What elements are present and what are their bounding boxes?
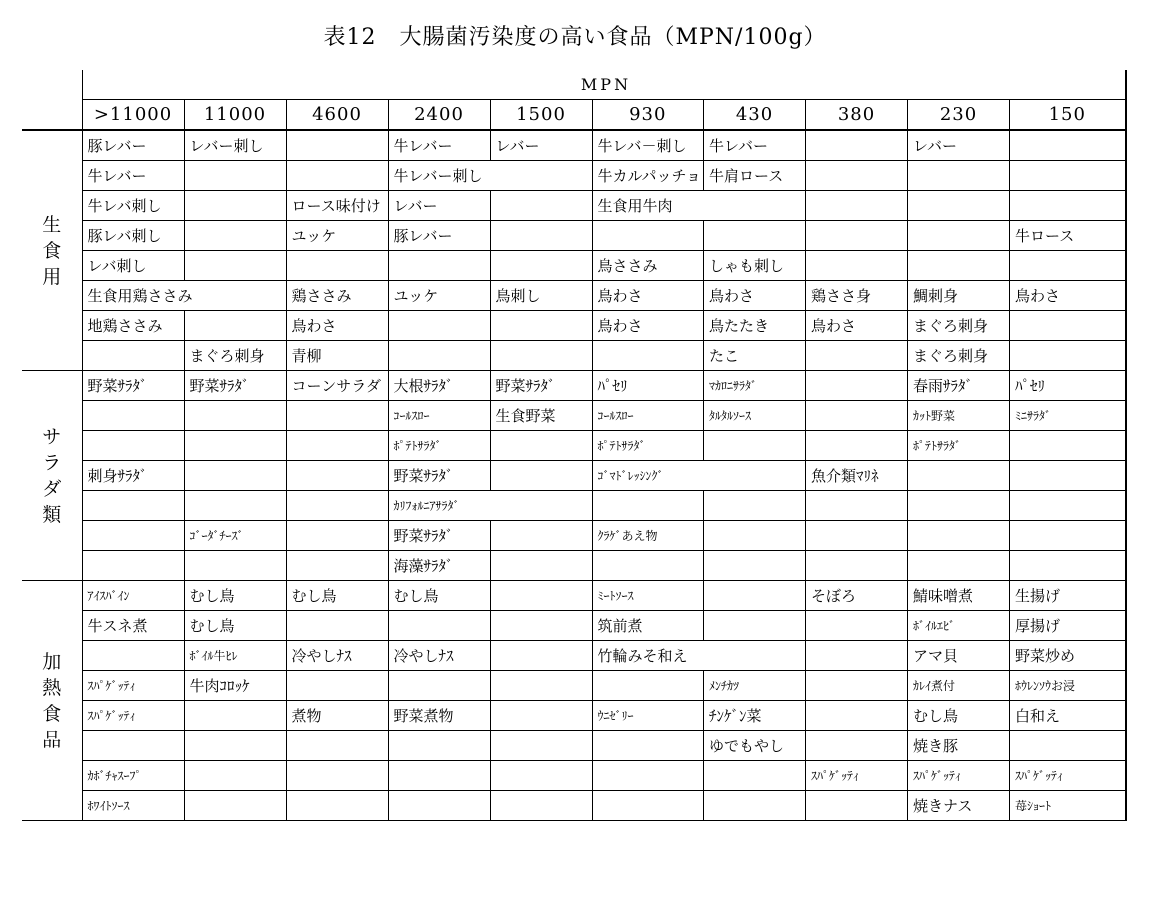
table-cell <box>286 521 388 551</box>
table-cell <box>806 611 908 641</box>
column-header-row <box>22 100 1126 131</box>
table-cell: ｳﾆｾﾞﾘｰ <box>592 701 704 731</box>
table-cell: コーンサラダ <box>286 371 388 401</box>
table-row <box>22 281 1126 311</box>
table-cell: ｶｯﾄ野菜 <box>908 401 1010 431</box>
table-cell: ﾊﾟｾﾘ <box>592 371 704 401</box>
table-cell <box>490 551 592 581</box>
table-row <box>22 311 1126 341</box>
table-cell: 焼き豚 <box>908 731 1010 761</box>
table-cell: 牛レバー <box>704 130 806 161</box>
table-cell: 鳥わさ <box>592 281 704 311</box>
table-cell: ﾎﾟﾃﾄｻﾗﾀﾞ <box>908 431 1010 461</box>
table-cell: 生食野菜 <box>490 401 592 431</box>
table-cell: ﾎﾞｲﾙ牛ﾋﾚ <box>184 641 286 671</box>
table-cell: 鳥わさ <box>806 311 908 341</box>
table-cell <box>1010 130 1126 161</box>
table-cell <box>806 191 908 221</box>
table-row <box>22 551 1126 581</box>
table-cell <box>1010 341 1126 371</box>
table-cell: ｶﾘﾌｫﾙﾆｱｻﾗﾀﾞ <box>388 491 592 521</box>
table-cell: 豚レバー <box>388 221 490 251</box>
table-cell <box>82 731 184 761</box>
table-row <box>22 731 1126 761</box>
table-cell <box>806 401 908 431</box>
table-cell <box>908 251 1010 281</box>
table-cell: ﾐｰﾄｿｰｽ <box>592 581 704 611</box>
table-cell <box>184 761 286 791</box>
table-cell <box>82 521 184 551</box>
table-row <box>22 431 1126 461</box>
table-cell <box>704 521 806 551</box>
table-cell <box>704 611 806 641</box>
table-cell: 煮物 <box>286 701 388 731</box>
table-row <box>22 701 1126 731</box>
table-cell: ﾊﾟｾﾘ <box>1010 371 1126 401</box>
table-cell: ｽﾊﾟｹﾞｯﾃｨ <box>908 761 1010 791</box>
table-cell <box>806 161 908 191</box>
table-cell: ｶﾎﾞﾁｬｽｰﾌﾟ <box>82 761 184 791</box>
table-cell: そぼろ <box>806 581 908 611</box>
table-row <box>22 341 1126 371</box>
table-row <box>22 191 1126 221</box>
table-cell: ﾎﾟﾃﾄｻﾗﾀﾞ <box>592 431 704 461</box>
table-cell: 牛レバー刺し <box>388 161 592 191</box>
table-cell <box>286 491 388 521</box>
table-cell <box>184 161 286 191</box>
table-cell: 鳥ささみ <box>592 251 704 281</box>
table-cell <box>184 221 286 251</box>
table-cell: 焼きナス <box>908 791 1010 821</box>
table-cell <box>806 221 908 251</box>
table-cell <box>806 130 908 161</box>
table-cell: 豚レバ刺し <box>82 221 184 251</box>
table-cell <box>908 221 1010 251</box>
table-cell <box>490 701 592 731</box>
category-salad: サ ラ ダ 類 <box>22 371 82 581</box>
table-cell <box>1010 251 1126 281</box>
column-header: 4600 <box>286 100 388 131</box>
table-cell: ｺﾞﾏﾄﾞﾚｯｼﾝｸﾞ <box>592 461 806 491</box>
table-cell <box>388 251 490 281</box>
table-cell <box>1010 491 1126 521</box>
table-cell <box>490 461 592 491</box>
table-row <box>22 581 1126 611</box>
table-cell: 春雨ｻﾗﾀﾞ <box>908 371 1010 401</box>
table-cell <box>184 431 286 461</box>
table-row <box>22 641 1126 671</box>
table-cell: レバー <box>388 191 490 221</box>
table-cell <box>490 761 592 791</box>
table-cell <box>806 551 908 581</box>
table-row <box>22 401 1126 431</box>
table-row <box>22 761 1126 791</box>
table-cell <box>806 251 908 281</box>
table-cell: 刺身ｻﾗﾀﾞ <box>82 461 184 491</box>
table-cell: レバー <box>908 130 1010 161</box>
table-cell <box>704 581 806 611</box>
table-row <box>22 461 1126 491</box>
table-cell <box>490 731 592 761</box>
table-cell: 鶏ささみ <box>286 281 388 311</box>
table-cell: ｽﾊﾟｹﾞｯﾃｨ <box>806 761 908 791</box>
table-cell <box>82 431 184 461</box>
table-cell <box>490 581 592 611</box>
table-cell <box>490 311 592 341</box>
table-cell <box>184 491 286 521</box>
table-cell <box>1010 161 1126 191</box>
table-cell: 野菜ｻﾗﾀﾞ <box>490 371 592 401</box>
table-cell <box>806 791 908 821</box>
table-title: 表12 大腸菌汚染度の高い食品（MPN/100g） <box>323 25 827 50</box>
table-cell: むし鳥 <box>908 701 1010 731</box>
table-cell <box>1010 521 1126 551</box>
table-cell: 野菜ｻﾗﾀﾞ <box>388 521 490 551</box>
table-cell: 鳥刺し <box>490 281 592 311</box>
table-cell <box>490 641 592 671</box>
table-cell <box>592 491 704 521</box>
column-header: 11000 <box>184 100 286 131</box>
table-cell <box>908 461 1010 491</box>
table-cell <box>806 671 908 701</box>
table-cell: 筑前煮 <box>592 611 704 641</box>
column-header: 150 <box>1010 100 1126 131</box>
table-cell: 青柳 <box>286 341 388 371</box>
table-cell: 魚介類ﾏﾘﾈ <box>806 461 908 491</box>
table-cell <box>286 461 388 491</box>
table-cell: ｱｲｽﾊﾞｲﾝ <box>82 581 184 611</box>
table-cell <box>1010 191 1126 221</box>
table-cell <box>286 161 388 191</box>
table-cell: 大根ｻﾗﾀﾞ <box>388 371 490 401</box>
table-cell <box>1010 551 1126 581</box>
table-row <box>22 671 1126 701</box>
table-cell: 白和え <box>1010 701 1126 731</box>
table-cell <box>286 401 388 431</box>
column-header: 380 <box>806 100 908 131</box>
table-cell: ﾎﾞｲﾙｴﾋﾞ <box>908 611 1010 641</box>
table-row <box>22 491 1126 521</box>
table-cell <box>82 401 184 431</box>
table-row <box>22 371 1126 401</box>
table-cell: 生揚げ <box>1010 581 1126 611</box>
table-cell: まぐろ刺身 <box>908 341 1010 371</box>
table-row <box>22 221 1126 251</box>
table-cell: ユッケ <box>286 221 388 251</box>
table-cell: 冷やしﾅｽ <box>286 641 388 671</box>
table-row <box>22 521 1126 551</box>
table-row <box>22 611 1126 641</box>
table-cell: 苺ｼｮｰﾄ <box>1010 791 1126 821</box>
table-cell: 鯖味噌煮 <box>908 581 1010 611</box>
table-cell <box>592 221 704 251</box>
table-cell: ｺｰﾙｽﾛｰ <box>388 401 490 431</box>
table-cell: ロース味付け <box>286 191 388 221</box>
table-cell: 鳥わさ <box>286 311 388 341</box>
table-cell: まぐろ刺身 <box>184 341 286 371</box>
table-cell <box>806 641 908 671</box>
table-cell <box>704 551 806 581</box>
table-cell <box>184 791 286 821</box>
table-cell <box>184 401 286 431</box>
contamination-table <box>22 70 1127 821</box>
table-cell: 鯛刺身 <box>908 281 1010 311</box>
table-cell <box>806 431 908 461</box>
table-cell <box>806 371 908 401</box>
column-header: 2400 <box>388 100 490 131</box>
table-cell <box>490 341 592 371</box>
table-cell: 牛肩ロース <box>704 161 806 191</box>
table-cell <box>286 791 388 821</box>
table-cell <box>704 221 806 251</box>
table-cell: 野菜煮物 <box>388 701 490 731</box>
table-cell: アマ貝 <box>908 641 1010 671</box>
table-cell <box>592 341 704 371</box>
table-cell: 野菜ｻﾗﾀﾞ <box>82 371 184 401</box>
table-row <box>22 161 1126 191</box>
table-cell: ｺｰﾙｽﾛｰ <box>592 401 704 431</box>
column-header: 230 <box>908 100 1010 131</box>
table-cell <box>286 671 388 701</box>
table-cell: ﾎﾜｲﾄｿｰｽ <box>82 791 184 821</box>
table-cell: 生食用牛肉 <box>592 191 806 221</box>
table-cell <box>490 521 592 551</box>
table-cell: ﾐﾆｻﾗﾀﾞ <box>1010 401 1126 431</box>
table-cell: しゃも刺し <box>704 251 806 281</box>
table-cell: 厚揚げ <box>1010 611 1126 641</box>
column-header: 1500 <box>490 100 592 131</box>
table-cell <box>908 161 1010 191</box>
table-cell <box>184 731 286 761</box>
table-cell: ｽﾊﾟｹﾞｯﾃｨ <box>82 671 184 701</box>
table-cell <box>286 251 388 281</box>
table-cell <box>592 551 704 581</box>
table-cell <box>490 221 592 251</box>
table-cell: ｸﾗｹﾞあえ物 <box>592 521 704 551</box>
table-cell: ｶﾚｲ煮付 <box>908 671 1010 701</box>
table-cell: レバ刺し <box>82 251 184 281</box>
table-cell: 野菜炒め <box>1010 641 1126 671</box>
table-cell: ﾒﾝﾁｶﾂ <box>704 671 806 701</box>
table-cell <box>490 191 592 221</box>
table-cell: 豚レバー <box>82 130 184 161</box>
table-cell: レバー刺し <box>184 130 286 161</box>
table-row <box>22 251 1126 281</box>
table-cell <box>592 731 704 761</box>
table-cell: 野菜ｻﾗﾀﾞ <box>388 461 490 491</box>
corner-blank-2 <box>22 100 82 131</box>
table-cell <box>286 611 388 641</box>
table-cell: ユッケ <box>388 281 490 311</box>
table-cell: まぐろ刺身 <box>908 311 1010 341</box>
table-cell <box>704 761 806 791</box>
table-cell: ゆでもやし <box>704 731 806 761</box>
table-cell <box>1010 731 1126 761</box>
table-cell <box>388 761 490 791</box>
table-cell <box>388 311 490 341</box>
table-cell: 牛スネ煮 <box>82 611 184 641</box>
column-header: >11000 <box>82 100 184 131</box>
table-cell <box>184 311 286 341</box>
table-cell <box>704 791 806 821</box>
table-cell <box>286 431 388 461</box>
table-cell <box>806 521 908 551</box>
table-cell: 牛ロース <box>1010 221 1126 251</box>
table-cell <box>184 251 286 281</box>
table-cell: むし鳥 <box>286 581 388 611</box>
table-cell <box>1010 311 1126 341</box>
table-cell <box>82 341 184 371</box>
table-cell: ﾎﾟﾃﾄｻﾗﾀﾞ <box>388 431 490 461</box>
table-cell <box>388 611 490 641</box>
table-cell <box>82 551 184 581</box>
table-cell: 鶏ささ身 <box>806 281 908 311</box>
table-cell: 生食用鶏ささみ <box>82 281 286 311</box>
table-cell <box>490 791 592 821</box>
table-cell <box>908 521 1010 551</box>
table-cell <box>908 551 1010 581</box>
table-cell <box>82 641 184 671</box>
table-cell: ｺﾞｰﾀﾞﾁｰｽﾞ <box>184 521 286 551</box>
table-cell: ﾏｶﾛﾆｻﾗﾀﾞ <box>704 371 806 401</box>
table-cell <box>592 761 704 791</box>
table-cell: 鳥たたき <box>704 311 806 341</box>
table-cell: 牛カルパッチョ <box>592 161 704 191</box>
table-cell: 冷やしﾅｽ <box>388 641 490 671</box>
table-cell: ﾎｳﾚﾝｿｳお浸 <box>1010 671 1126 701</box>
table-cell <box>704 491 806 521</box>
table-cell <box>388 671 490 701</box>
table-cell: ｽﾊﾟｹﾞｯﾃｨ <box>82 701 184 731</box>
table-cell: 鳥わさ <box>1010 281 1126 311</box>
table-cell <box>286 130 388 161</box>
table-cell <box>184 461 286 491</box>
table-cell <box>490 431 592 461</box>
table-cell <box>806 731 908 761</box>
table-cell: むし鳥 <box>184 611 286 641</box>
table-cell <box>184 551 286 581</box>
table-cell <box>592 671 704 701</box>
table-cell <box>490 671 592 701</box>
table-cell: 牛レバ刺し <box>82 191 184 221</box>
table-cell: 地鶏ささみ <box>82 311 184 341</box>
table-cell: 牛レバー <box>82 161 184 191</box>
table-cell <box>806 341 908 371</box>
table-cell <box>1010 431 1126 461</box>
table-cell <box>184 701 286 731</box>
table-cell <box>490 251 592 281</box>
table-cell <box>490 611 592 641</box>
table-cell: ｽﾊﾟｹﾞｯﾃｨ <box>1010 761 1126 791</box>
table-cell <box>286 731 388 761</box>
table-cell: むし鳥 <box>184 581 286 611</box>
column-header: 930 <box>592 100 704 131</box>
table-cell <box>592 791 704 821</box>
mpn-header: MPN <box>82 70 1126 100</box>
table-cell <box>184 191 286 221</box>
table-cell <box>286 551 388 581</box>
table-cell: 鳥わさ <box>704 281 806 311</box>
table-cell <box>908 191 1010 221</box>
category-cooked: 加 熱 食 品 <box>22 581 82 821</box>
table-cell <box>806 701 908 731</box>
table-cell: 鳥わさ <box>592 311 704 341</box>
table-cell: 牛肉ｺﾛｯｹ <box>184 671 286 701</box>
table-cell <box>806 491 908 521</box>
table-cell <box>908 491 1010 521</box>
table-cell: ﾀﾙﾀﾙｿｰｽ <box>704 401 806 431</box>
table-cell: ﾁﾝｹﾞﾝ菜 <box>704 701 806 731</box>
table-cell <box>286 761 388 791</box>
table-cell: 野菜ｻﾗﾀﾞ <box>184 371 286 401</box>
column-header: 430 <box>704 100 806 131</box>
table-cell: たこ <box>704 341 806 371</box>
table-cell: レバー <box>490 130 592 161</box>
table-cell <box>388 731 490 761</box>
table-cell <box>1010 461 1126 491</box>
table-cell <box>388 791 490 821</box>
table-cell: 牛レバ－刺し <box>592 130 704 161</box>
table-cell: 竹輪みそ和え <box>592 641 806 671</box>
category-raw: 生 食 用 <box>22 130 82 371</box>
table-cell: 海藻ｻﾗﾀﾞ <box>388 551 490 581</box>
table-row <box>22 791 1126 821</box>
corner-blank <box>22 70 82 100</box>
table-cell <box>388 341 490 371</box>
table-cell: 牛レバー <box>388 130 490 161</box>
table-row <box>22 130 1126 161</box>
table-cell: むし鳥 <box>388 581 490 611</box>
table-cell <box>82 491 184 521</box>
table-cell <box>704 431 806 461</box>
